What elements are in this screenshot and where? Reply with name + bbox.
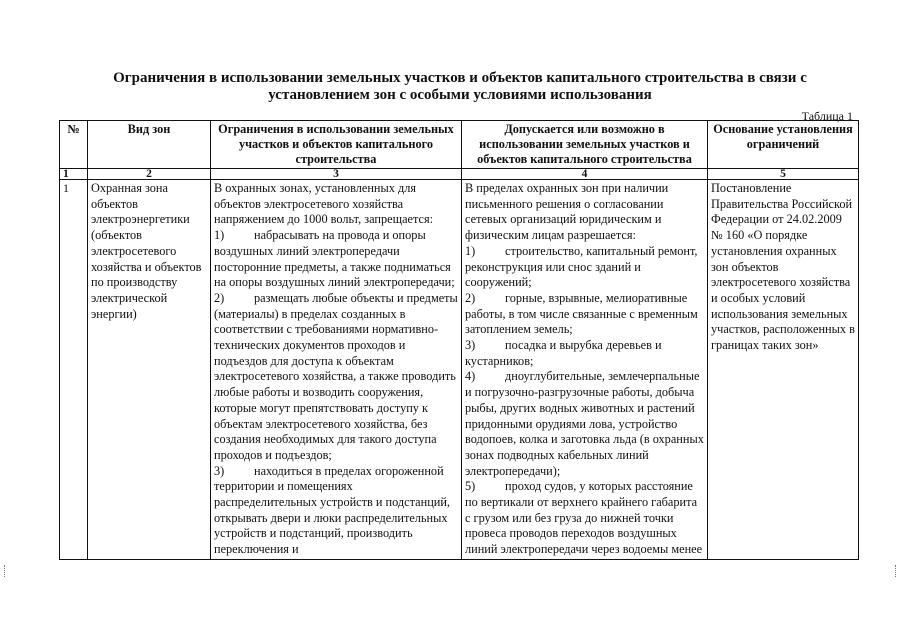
allowed-item [465, 338, 704, 369]
item-number: 5) [465, 479, 476, 494]
restrictions-table [59, 120, 859, 560]
table-row [60, 180, 859, 560]
header-row [60, 121, 859, 169]
item-number: 4) [465, 369, 476, 384]
basis-cell: Постановление Правительства Российской Федерации от 24.02.2009 № 160 «О порядке установления охранных зон объектов электросетевого хозяйства и особых условий использования земельных участков, расположенных в границах таких зон» [708, 180, 859, 560]
item-text: посадка и вырубка деревьев и кустарников; [465, 338, 662, 368]
header-zone-type: Вид зон [88, 121, 211, 169]
item-text: набрасывать на провода и опоры воздушных линий электропередачи посторонние предметы, а также подниматься на опоры воздушных линий электропередачи; [214, 228, 455, 290]
allowed-item [465, 369, 704, 479]
document-title [60, 70, 860, 104]
zone-type-cell: Охранная зона объектов электроэнергетики (объектов электросетевого хозяйства и объектов по производству электрической энергии) [88, 180, 211, 560]
allowed-cell [462, 180, 708, 560]
allowed-item [465, 244, 704, 291]
item-number: 2) [465, 290, 476, 305]
title-line-2: установлением зон с особыми условиями использования [268, 87, 652, 103]
title-line-1: Ограничения в использовании земельных участков и объектов капитального строительства в связи с [113, 70, 807, 86]
allowed-intro: В пределах охранных зон при наличии письменного решения о согласовании сетевых организаций юридическим и физическим лицам разрешается: [465, 181, 669, 243]
restrictions-cell [211, 180, 462, 560]
item-number: 3) [214, 463, 225, 478]
item-number: 1) [465, 243, 476, 258]
allowed-item [465, 479, 704, 558]
column-number-row [60, 169, 859, 180]
item-text: дноуглубительные, землечерпальные и погрузочно-разгрузочные работы, добыча рыбы, других водных животных и растений придонными орудиями лова, устройство водопоев, колка и заготовка льда (в охранных зонах подводных кабельных линий электропередачи); [465, 369, 704, 478]
restriction-item [214, 228, 458, 291]
item-text: горные, взрывные, мелиоративные работы, в том числе связанные с временным затоплением земель; [465, 290, 698, 337]
header-basis: Основание установления ограничений [708, 121, 859, 169]
item-text: строительство, капитальный ремонт, реконструкция или снос зданий и сооружений; [465, 243, 698, 290]
column-number: 5 [708, 169, 859, 180]
header-num: № [60, 121, 88, 169]
allowed-item [465, 291, 704, 338]
header-restrictions: Ограничения в использовании земельных участков и объектов капитального строительства [211, 121, 462, 169]
restriction-item [214, 464, 458, 558]
restrictions-intro: В охранных зонах, установленных для объектов электросетевого хозяйства напряжением до 1000 вольт, запрещается: [214, 181, 434, 227]
item-text: размещать любые объекты и предметы (материалы) в пределах созданных в соответствии с требованиями нормативно-технических документов проходов и подъездов для доступа к объектам электросетевого хозяйства, а также проводить любые работы и возводить сооружения, которые могут препятствовать доступу к объектам электросетевого хозяйства, без создания необходимых для такого доступа проходов и подъездов; [214, 290, 458, 462]
scan-edge-mark-right [895, 565, 900, 577]
item-text: проход судов, у которых расстояние по вертикали от верхнего крайнего габарита с грузом или без груза до нижней точки провеса проводов переходов воздушных линий электропередачи через водоемы менее [465, 479, 703, 557]
column-number: 1 [60, 169, 88, 180]
item-number: 3) [465, 338, 476, 353]
restriction-item [214, 291, 458, 464]
column-number: 3 [211, 169, 462, 180]
item-text: находиться в пределах огороженной территории и помещениях распределительных устройств и подстанций, открывать двери и люки распределительных устройств и подстанций, производить переключения и [214, 463, 451, 557]
column-number: 2 [88, 169, 211, 180]
table-label: Таблица 1 [801, 109, 853, 123]
scan-edge-mark-left [4, 565, 9, 577]
header-allowed: Допускается или возможно в использовании земельных участков и объектов капитального строительства [462, 121, 708, 169]
column-number: 4 [462, 169, 708, 180]
item-number: 2) [214, 290, 225, 305]
item-number: 1) [214, 228, 225, 243]
row-number: 1 [60, 180, 88, 560]
